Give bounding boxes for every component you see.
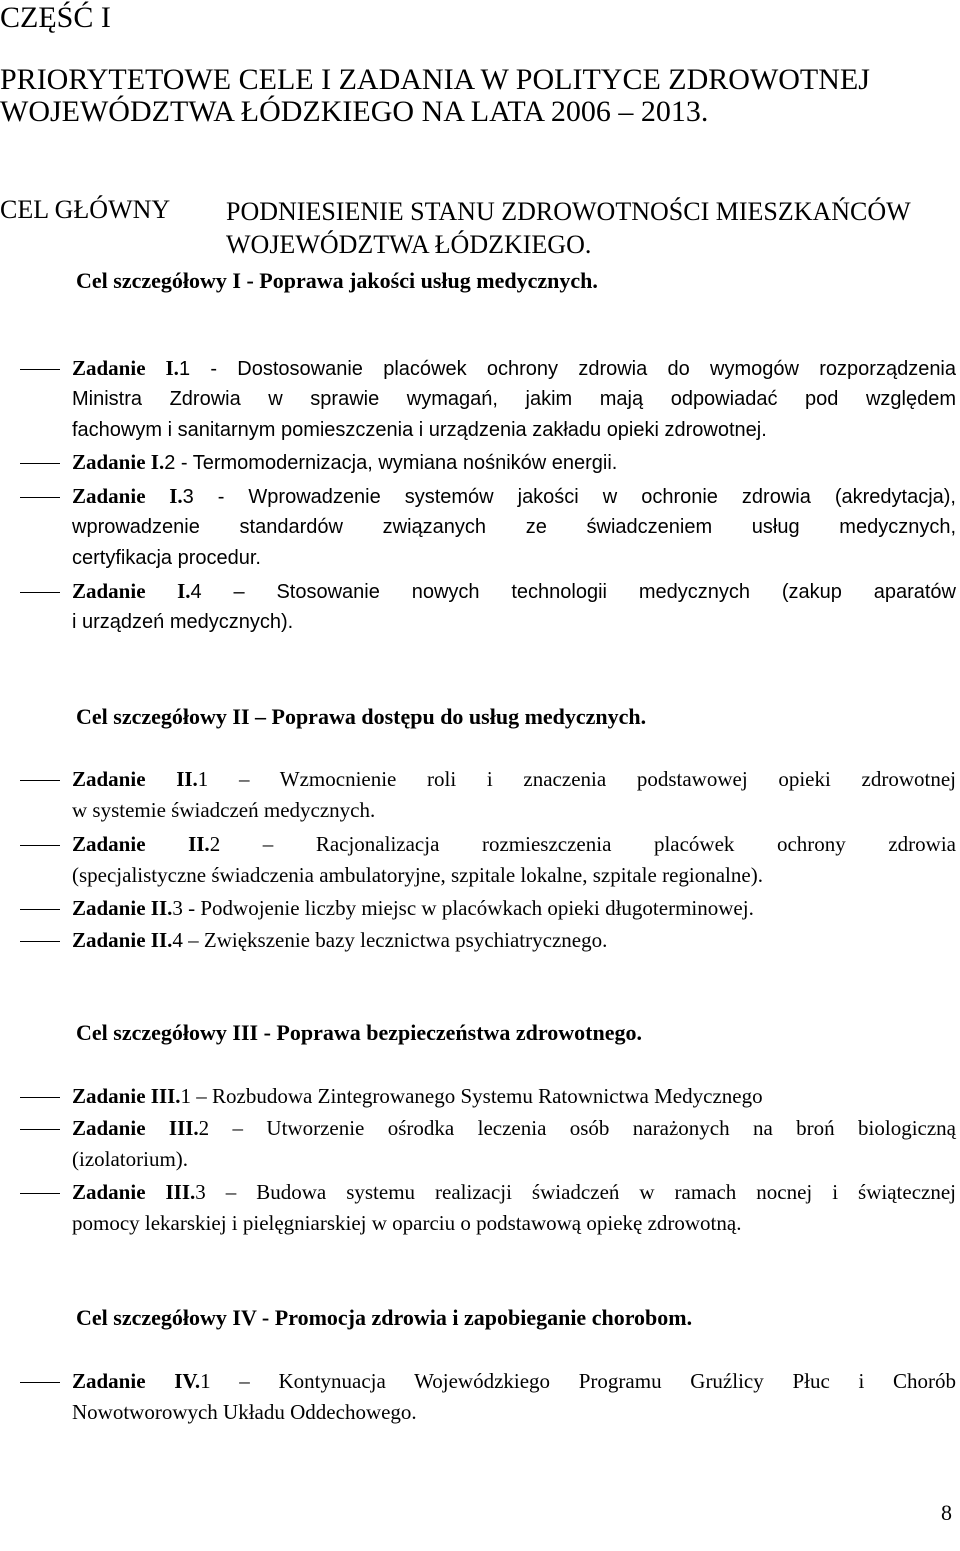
task-text: 3 – Budowa systemu realizacji świadczeń w ramach nocnej i świątecznej — [195, 1180, 956, 1204]
task-id: Zadanie II. — [72, 928, 173, 952]
task-line: certyfikacja procedur. — [72, 547, 261, 569]
task-item — [0, 893, 956, 924]
task-text: 4 – Stosowanie nowych technologii medycznych (zakup aparatów — [190, 581, 956, 603]
document-title-line: PRIORYTETOWE CELE I ZADANIA W POLITYCE ZDROWOTNEJ — [0, 63, 870, 96]
task-line: i urządzeń medycznych). — [72, 611, 294, 633]
dash-bullet — [20, 909, 60, 910]
task-id: Zadanie I. — [72, 356, 179, 380]
dash-bullet — [20, 592, 60, 593]
task-line — [72, 1177, 956, 1208]
task-text: 1 – Kontynuacja Wojewódzkiego Programu Gruźlicy Płuc i Chorób — [200, 1369, 957, 1393]
task-item — [0, 447, 956, 478]
task-line: Nowotworowych Układu Oddechowego. — [72, 1400, 417, 1424]
task-id: Zadanie I. — [72, 484, 183, 508]
task-id: Zadanie I. — [72, 579, 191, 603]
task-text: 1 – Wzmocnienie roli i znaczenia podstawowej opieki zdrowotnej — [197, 767, 956, 791]
task-line: (specjalistyczne świadczenia ambulatoryjne, szpitale lokalne, szpitale regionalne). — [72, 863, 763, 887]
task-line — [72, 447, 956, 479]
task-text: 2 - Termomodernizacja, wymiana nośników energii. — [164, 452, 618, 474]
task-line: fachowym i sanitarnym pomieszczenia i urządzenia zakładu opieki zdrowotnej. — [72, 419, 767, 441]
dash-bullet — [20, 1097, 60, 1098]
task-item — [0, 481, 956, 574]
task-line — [72, 893, 956, 924]
task-line — [72, 1113, 956, 1144]
dash-bullet — [20, 1193, 60, 1194]
document-title-line: WOJEWÓDZTWA ŁÓDZKIEGO NA LATA 2006 – 2013. — [0, 95, 709, 128]
task-line — [72, 481, 956, 513]
task-text: 2 – Utworzenie ośrodka leczenia osób narażonych na broń biologiczną — [198, 1116, 956, 1140]
task-line — [72, 925, 956, 956]
task-id: Zadanie IV. — [72, 1369, 201, 1393]
task-id: Zadanie II. — [72, 767, 198, 791]
goal-heading: Cel szczegółowy I - Poprawa jakości usług medycznych. — [76, 268, 598, 293]
task-item — [0, 1081, 956, 1112]
task-item — [0, 829, 956, 891]
task-id: Zadanie III. — [72, 1116, 199, 1140]
document-title — [0, 64, 958, 128]
task-line: (izolatorium). — [72, 1147, 189, 1171]
task-item — [0, 764, 956, 826]
task-line: pomocy lekarskiej i pielęgniarskiej w oparciu o podstawową opiekę zdrowotną. — [72, 1211, 742, 1235]
main-goal-text — [226, 195, 911, 261]
task-text: 3 - Wprowadzenie systemów jakości w ochronie zdrowia (akredytacja), — [182, 486, 956, 508]
main-goal-text-line: WOJEWÓDZTWA ŁÓDZKIEGO. — [226, 230, 592, 259]
goal-heading: Cel szczegółowy III - Poprawa bezpieczeństwa zdrowotnego. — [76, 1020, 642, 1045]
part-heading: CZĘŚĆ I — [0, 1, 111, 34]
goal-heading: Cel szczegółowy II – Poprawa dostępu do usług medycznych. — [76, 704, 647, 729]
goal-heading: Cel szczegółowy IV - Promocja zdrowia i zapobieganie chorobom. — [76, 1305, 693, 1330]
task-item — [0, 1366, 956, 1428]
dash-bullet — [20, 845, 60, 846]
task-text: 1 - Dostosowanie placówek ochrony zdrowia do wymogów rozporządzenia — [178, 358, 957, 380]
page-number: 8 — [941, 1500, 952, 1525]
task-text: 3 - Podwojenie liczby miejsc w placówkach opieki długoterminowej. — [172, 896, 754, 920]
dash-bullet — [20, 463, 60, 464]
dash-bullet — [20, 780, 60, 781]
task-line — [72, 1366, 956, 1397]
task-line: w systemie świadczeń medycznych. — [72, 798, 376, 822]
task-line — [72, 576, 956, 608]
dash-bullet — [20, 369, 60, 370]
dash-bullet — [20, 1382, 60, 1383]
task-item — [0, 576, 956, 638]
task-line: wprowadzenie standardów związanych ze świadczeniem usług medycznych, — [72, 516, 956, 538]
task-id: Zadanie II. — [72, 832, 210, 856]
task-id: Zadanie II. — [72, 896, 173, 920]
task-line — [72, 764, 956, 795]
task-text: 4 – Zwiększenie bazy lecznictwa psychiatrycznego. — [172, 928, 608, 952]
task-item — [0, 1177, 956, 1239]
task-line — [72, 353, 956, 385]
dash-bullet — [20, 1129, 60, 1130]
task-item — [0, 1113, 956, 1175]
task-line: Ministra Zdrowia w sprawie wymagań, jakim mają odpowiadać pod względem — [72, 388, 956, 410]
task-id: Zadanie III. — [72, 1180, 196, 1204]
task-id: Zadanie I. — [72, 450, 165, 474]
dash-bullet — [20, 941, 60, 942]
main-goal-label: CEL GŁÓWNY — [0, 195, 171, 224]
main-goal-text-line: PODNIESIENIE STANU ZDROWOTNOŚCI MIESZKAŃCÓW — [226, 197, 911, 226]
task-line — [72, 1081, 956, 1112]
task-text: 1 – Rozbudowa Zintegrowanego Systemu Ratownictwa Medycznego — [180, 1084, 763, 1108]
task-item — [0, 353, 956, 446]
task-item — [0, 925, 956, 956]
dash-bullet — [20, 497, 60, 498]
task-text: 2 – Racjonalizacja rozmieszczenia placówek ochrony zdrowia — [209, 832, 956, 856]
task-line — [72, 829, 956, 860]
task-id: Zadanie III. — [72, 1084, 181, 1108]
